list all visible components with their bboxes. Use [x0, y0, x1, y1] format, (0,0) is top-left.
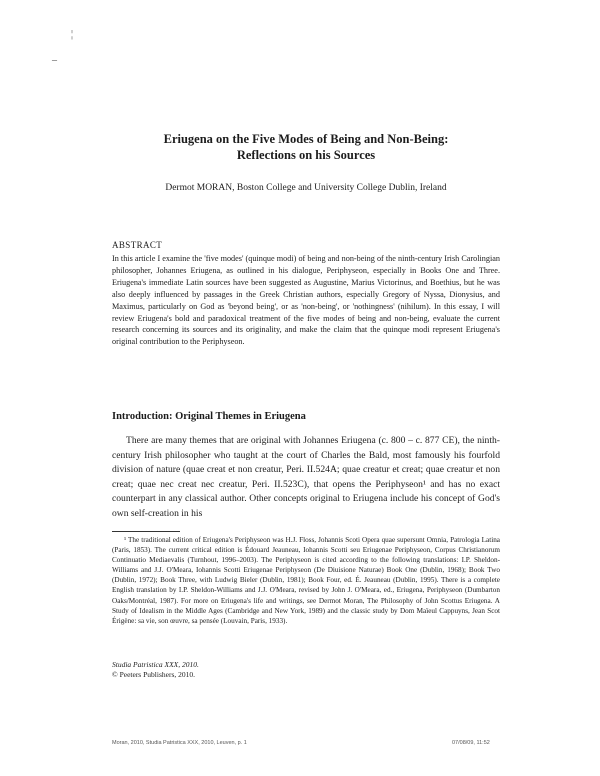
- title-line-1: Eriugena on the Five Modes of Being and Non-Being:: [163, 132, 449, 146]
- publisher-line: © Peeters Publishers, 2010.: [112, 670, 195, 679]
- paper-title: [112, 131, 500, 163]
- footer-left: Moran, 2010, Studia Patristica XXX, 2010, Leuven, p. 1: [112, 740, 247, 746]
- author-line: Dermot MORAN, Boston College and University College Dublin, Ireland: [165, 183, 447, 193]
- footnote-divider: [112, 531, 180, 532]
- crop-mark-left-dash: –: [52, 55, 57, 66]
- footer-right: 07/08/09, 11:52: [452, 740, 490, 746]
- journal-title-line: Studia Patristica XXX, 2010.: [112, 660, 199, 669]
- section-heading: Introduction: Original Themes in Eriugena: [112, 411, 306, 422]
- journal-info: [112, 660, 199, 680]
- abstract-heading: ABSTRACT: [112, 240, 163, 250]
- body-paragraph: There are many themes that are original with Johannes Eriugena (c. 800 – c. 877 CE), the ninth-century Irish philosopher who taught at the court of Charles the Bald, most famously his fourfold division of nature (quae creat et non creatur, Peri. II.524A; quae creatur et creat; quae creatur et non creat; quae nec creat nec creatur, Peri. II.523C), that opens the Periphyseon¹ and has no exact counterpart in any classical author. Other concepts original to Eriugena include his concept of God's own self-creation in his: [112, 435, 500, 519]
- crop-mark-top-left: ¦: [71, 29, 74, 40]
- abstract-text: In this article I examine the 'five modes' (quinque modi) of being and non-being of the ninth-century Irish Carolingian philosopher, Johannes Eriugena, as outlined in his dialogue, Periphyseon, especially in Books One and Three. Eriugena's immediate Latin sources have been suggested as Augustine, Marius Victorinus, and Boethius, but he was also deeply influenced by passages in the Greek Christian authors, especially Gregory of Nyssa, Dionysius, and Maximus, particularly on God as 'beyond being', or as 'non-being', or 'nothingness' (nihilum). In this essay, I will review Eriugena's bold and paradoxical treatment of the five modes of being and non-being, evaluate the current research concerning its sources and its originality, and make the claim that the quinque modi represent Eriugena's original contribution to the Periphyseon.: [112, 254, 500, 347]
- title-line-2: Reflections on his Sources: [236, 148, 376, 162]
- footnote: ¹ The traditional edition of Eriugena's Periphyseon was H.J. Floss, Johannis Scoti Opera quae supersunt Omnia, Patrologia Latina (Paris, 1853). The current critical edition is Édouard Jeauneau, Iohannis Scotti seu Eriugenae Periphyseon, Corpus Christianorum Continuatio Mediaevalis (Turnhout, 1996–2003). The Periphyseon is cited according to the following translations: I.P. Sheldon-Williams and J.J. O'Meara, Iohannis Scotti Eriugenae Periphyseon (De Diuisione Naturae) Book One (Dublin, 1968); Book Two (Dublin, 1972); Book Three, with Ludwig Bieler (Dublin, 1981); Book Four, ed. É. Jeauneau (Dublin, 1995). There is a complete English translation by I.P. Sheldon-Williams and J.J. O'Meara, revised by John J. O'Meara, ed., Eriugena, Periphyseon (Dumbarton Oaks/Montréal, 1987). For more on Eriugena's life and writings, see Dermot Moran, The Philosophy of John Scottus Eriugena. A Study of Idealism in the Middle Ages (Cambridge and New York, 1989) and the classic study by Dom Maïeul Cappuyns, Jean Scot Érigène: sa vie, son œuvre, sa pensée (Louvain, Paris, 1933).: [112, 536, 500, 625]
